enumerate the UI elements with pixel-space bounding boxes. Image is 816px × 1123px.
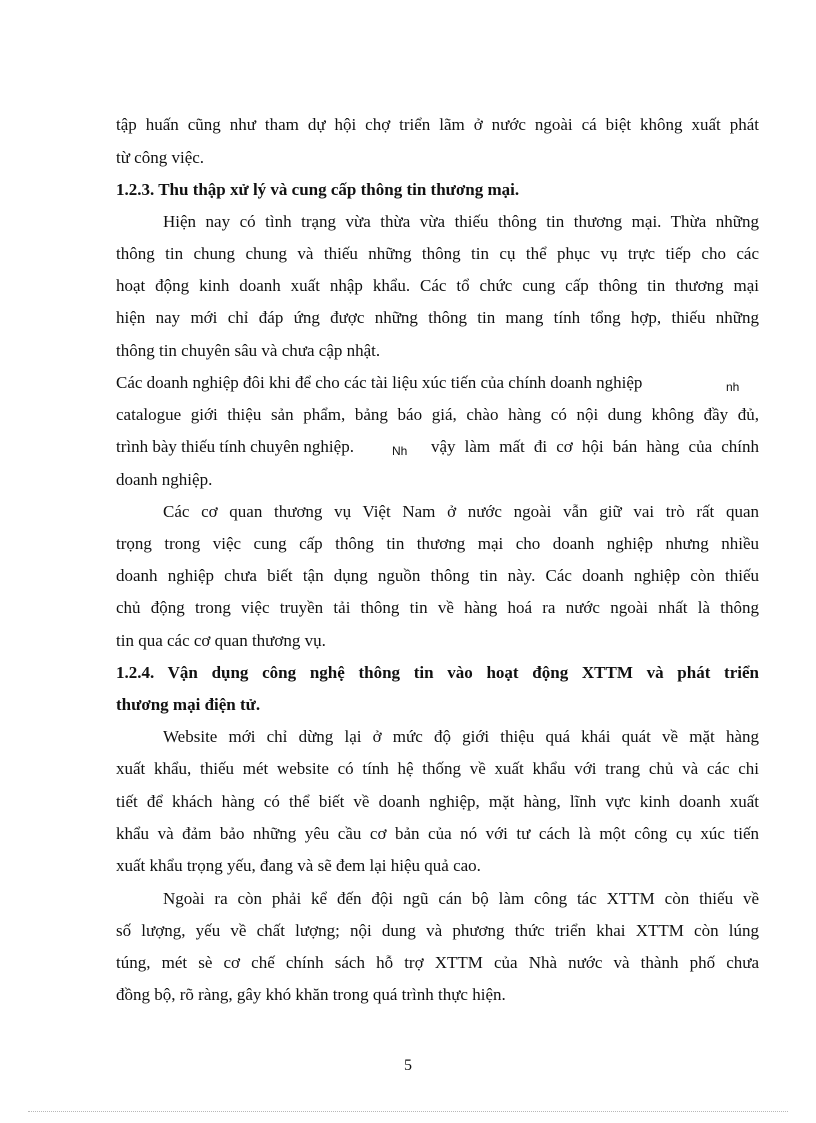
text-fragment-nh: nh — [726, 380, 740, 394]
text-line: Các doanh nghiệp đôi khi để cho các tài liệu xúc tiến của chính doanh nghiệp — [116, 373, 643, 392]
text-line: số lượng, yếu về chất lượng; nội dung và phương thức triển khai XTTM còn lúng — [116, 921, 759, 940]
text-line: catalogue giới thiệu sản phẩm, bảng báo giá, chào hàng có nội dung không đầy đủ, — [116, 405, 759, 424]
page-bottom-divider — [28, 1111, 788, 1112]
text-line: đồng bộ, rõ ràng, gây khó khăn trong quá trình thực hiện. — [116, 985, 506, 1004]
text-fragment-nh: Nh — [392, 444, 408, 458]
text-line: trọng trong việc cung cấp thông tin thương mại cho doanh nghiệp nhưng nhiều — [116, 534, 759, 553]
text-line: doanh nghiệp. — [116, 470, 213, 489]
text-line: hiện nay mới chỉ đáp ứng được những thông tin mang tính tổng hợp, thiếu những — [116, 308, 759, 327]
text-line: từ công việc. — [116, 148, 205, 167]
section-heading: 1.2.3. Thu thập xử lý và cung cấp thông tin thương mại. — [116, 180, 520, 199]
text-line: Website mới chỉ dừng lại ở mức độ giới thiệu quá khái quát về mặt hàng — [163, 727, 759, 746]
text-line: Hiện nay có tình trạng vừa thừa vừa thiếu thông tin thương mại. Thừa những — [163, 212, 759, 231]
section-heading: 1.2.4. Vận dụng công nghệ thông tin vào hoạt động XTTM và phát triển — [116, 663, 759, 682]
text-line: tin qua các cơ quan thương vụ. — [116, 631, 326, 650]
text-line: xuất khẩu trọng yếu, đang và sẽ đem lại hiệu quả cao. — [116, 856, 481, 875]
text-line: tập huấn cũng như tham dự hội chợ triển lãm ở nước ngoài cá biệt không xuất phát — [116, 115, 759, 134]
text-line: Ngoài ra còn phải kể đến đội ngũ cán bộ làm công tác XTTM còn thiếu về — [163, 889, 759, 908]
text-line: thông tin chung chung và thiếu những thông tin cụ thể phục vụ trực tiếp cho các — [116, 244, 759, 263]
section-heading: thương mại điện tử. — [116, 695, 261, 714]
text-line: chủ động trong việc truyền tải thông tin về hàng hoá ra nước ngoài nhất là thông — [116, 598, 759, 617]
text-line: vậy làm mất đi cơ hội bán hàng của chính — [431, 437, 759, 456]
text-line: thông tin chuyên sâu và chưa cập nhật. — [116, 341, 381, 360]
text-line: doanh nghiệp chưa biết tận dụng nguồn thông tin này. Các doanh nghiệp còn thiếu — [116, 566, 759, 585]
text-line: trình bày thiếu tính chuyên nghiệp. — [116, 437, 354, 456]
text-line: khẩu và đảm bảo những yêu cầu cơ bản của nó với tư cách là một công cụ xúc tiến — [116, 824, 759, 843]
text-line: tiết để khách hàng có thể biết về doanh nghiệp, mặt hàng, lĩnh vực kinh doanh xuất — [116, 792, 759, 811]
page-number: 5 — [404, 1057, 412, 1074]
text-line: túng, mét sè cơ chế chính sách hỗ trợ XTTM của Nhà nước và thành phố chưa — [116, 953, 759, 972]
text-line: xuất khẩu, thiếu mét website có tính hệ thống về xuất khẩu với trang chủ và các chi — [116, 759, 759, 778]
text-line: Các cơ quan thương vụ Việt Nam ở nước ngoài vẫn giữ vai trò rất quan — [163, 502, 759, 521]
text-line: hoạt động kinh doanh xuất nhập khẩu. Các tổ chức cung cấp thông tin thương mại — [116, 276, 759, 295]
